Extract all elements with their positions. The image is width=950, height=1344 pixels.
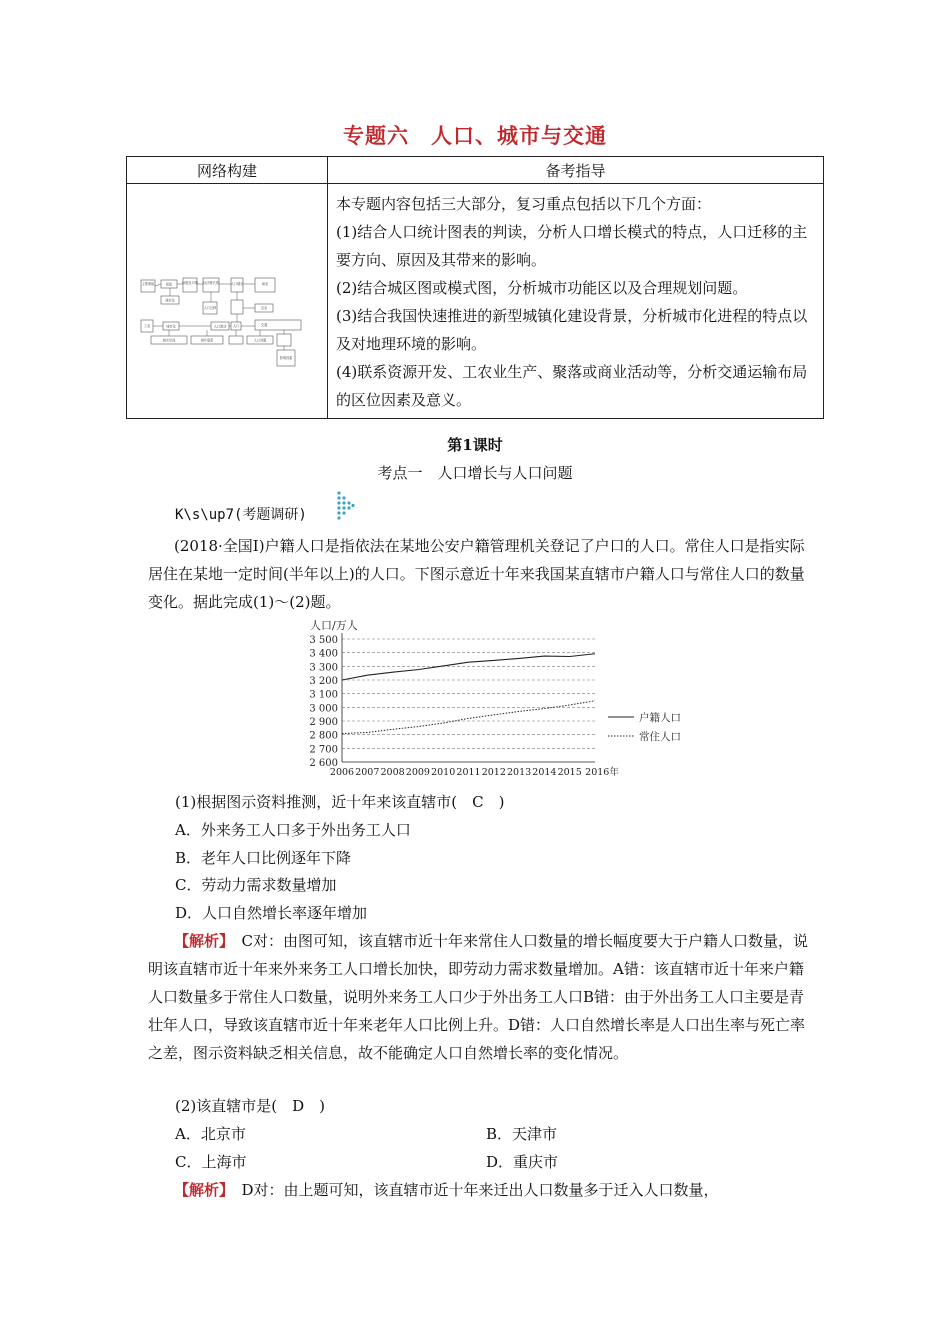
- q1-option-a: A．外来务工人口多于外出务工人口: [175, 821, 411, 839]
- y-axis-label: 人口/万人: [310, 619, 358, 632]
- map-label: 商业: [261, 282, 269, 286]
- guide-line: (3)结合我国快速推进的新型城镇化建设背景，分析城市化进程的特点以及对地理环境的影响。: [336, 307, 808, 353]
- y-tick-label: 2 900: [309, 717, 338, 728]
- q2-stem: (2)该直辖市是( D ): [175, 1097, 325, 1115]
- population-chart: [290, 617, 680, 782]
- q1-stem: (1)根据图示资料推测，近十年来该直辖市( C ): [175, 793, 505, 811]
- q2-option-d: D．重庆市: [486, 1153, 559, 1171]
- analysis-label: 【解析】: [174, 1181, 227, 1199]
- x-tick-label: 2012: [481, 767, 506, 778]
- series-line-0: [342, 654, 595, 680]
- map-label: 问题及对策: [182, 281, 198, 285]
- q2-analysis: [148, 1176, 816, 1204]
- chart-svg: [290, 617, 680, 782]
- map-label: 农业: [260, 306, 268, 310]
- guide-table: [126, 156, 824, 419]
- map-label: 经济增长度: [203, 281, 219, 285]
- q2-option-b: B．天津市: [486, 1125, 558, 1143]
- x-tick-label: 2006: [329, 767, 355, 778]
- map-label: 主要职能: [141, 282, 155, 286]
- q2-option-a: A．北京市: [175, 1125, 246, 1143]
- q1-option-d: D．人口自然增长率逐年增加: [175, 904, 368, 922]
- map-label: 人口: [232, 324, 240, 328]
- map-label: 城乡联系: [200, 338, 214, 343]
- x-tick-label: 2010: [431, 767, 456, 778]
- q1-option-b: B．老年人口比例逐年下降: [175, 849, 352, 867]
- q2-option-c: C．上海市: [175, 1153, 247, 1171]
- analysis-text: D对：由上题可知，该直辖市近十年来迁出人口数量多于迁入人口数量，: [226, 1181, 719, 1199]
- legend-label: 户籍人口: [639, 712, 680, 724]
- y-tick-label: 3 400: [309, 648, 338, 660]
- arrow-marker-icon: [336, 490, 356, 520]
- map-label: 工业: [143, 324, 151, 328]
- section-heading: 考点一 人口增长与人口问题: [377, 464, 573, 482]
- intro-paragraph: (2018·全国Ⅰ)户籍人口是指依法在某地公安户籍管理机关登记了户口的人口。常住人口是指实际居住在某地一定时间(半年以上)的人口。下图示意近十年来我国某直辖市户籍人口与常住人口的数量变化。据此完成(1)～(2)题。: [148, 537, 805, 611]
- map-label: 职能: [165, 282, 173, 287]
- map-label: 人口问题: [253, 338, 267, 343]
- x-tick-label: 2015: [557, 767, 582, 778]
- legend-label: 常住人口: [639, 731, 680, 743]
- analysis-text: C对：由图可知，该直辖市近十年来常住人口数量的增长幅度要大于户籍人口数量，说明该直辖市近十年来外来务工人口增长加快，即劳动力需求数量增加。A错：该直辖市近十年来户籍人口数量多于常住人口数量，说明外来务工人口少于外出务工人口B错：由于外出务工人口主要是青壮年人口，导致该直辖市近十年来老年人口比例上升。D错：人口自然增长率是人口出生率与死亡率之差，图示资料缺乏相关信息，故不能确定人口自然增长率的变化情况。: [148, 932, 808, 1062]
- map-label: 交通: [260, 323, 268, 327]
- page-title: 专题六 人口、城市与交通: [343, 124, 607, 148]
- x-tick-label: 2009: [405, 767, 430, 778]
- y-tick-label: 3 200: [309, 676, 338, 687]
- guide-line: 本专题内容包括三大部分，复习重点包括以下几个方面：: [336, 195, 712, 213]
- q1-option-c: C．劳动力需求数量增加: [175, 876, 337, 894]
- concept-map-cell: [127, 184, 328, 419]
- x-tick-label: 2014: [532, 767, 557, 778]
- guide-header: 备考指导: [328, 157, 824, 184]
- x-tick-label: 2013: [507, 767, 532, 778]
- network-header: 网络构建: [127, 157, 328, 184]
- x-tick-label: 2016年: [585, 767, 619, 778]
- analysis-label: 【解析】: [174, 932, 227, 950]
- y-tick-label: 3 300: [309, 662, 338, 674]
- series-line-1: [342, 701, 595, 734]
- concept-map: [127, 184, 327, 408]
- map-label: 人口迁移: [203, 306, 217, 310]
- guide-line: (2)结合城区图或模式图，分析城市功能区以及合理规划问题。: [336, 279, 748, 297]
- x-tick-label: 2007: [355, 767, 380, 778]
- x-tick-label: 2008: [380, 767, 405, 778]
- y-tick-label: 3 500: [309, 635, 338, 646]
- y-tick-label: 3 000: [309, 703, 338, 715]
- guide-line: (1)结合人口统计图表的判读，分析人口增长模式的特点，人口迁移的主要方向、原因及其带来的影响。: [336, 223, 808, 269]
- map-label: 城市化: [165, 298, 175, 303]
- map-label: 城市化: [166, 324, 176, 329]
- map-label: 人口增长: [230, 282, 244, 286]
- lesson-heading: 第1课时: [447, 436, 503, 454]
- y-tick-label: 3 100: [309, 689, 338, 701]
- q1-analysis: [148, 927, 816, 1067]
- y-tick-label: 2 800: [309, 730, 338, 742]
- y-tick-label: 2 700: [309, 744, 338, 756]
- guide-cell: [328, 184, 824, 419]
- map-label: 人口流动: [213, 324, 227, 329]
- exam-tag: K\s\up7(考题调研): [175, 507, 307, 523]
- y-tick-label: 2 600: [309, 758, 338, 769]
- x-tick-label: 2011: [456, 767, 481, 778]
- map-label: 城市空间: [162, 338, 176, 343]
- map-label: 影响因素: [279, 356, 293, 360]
- guide-line: (4)联系资源开发、工农业生产、聚落或商业活动等，分析交通运输布局的区位因素及意义。: [336, 363, 808, 409]
